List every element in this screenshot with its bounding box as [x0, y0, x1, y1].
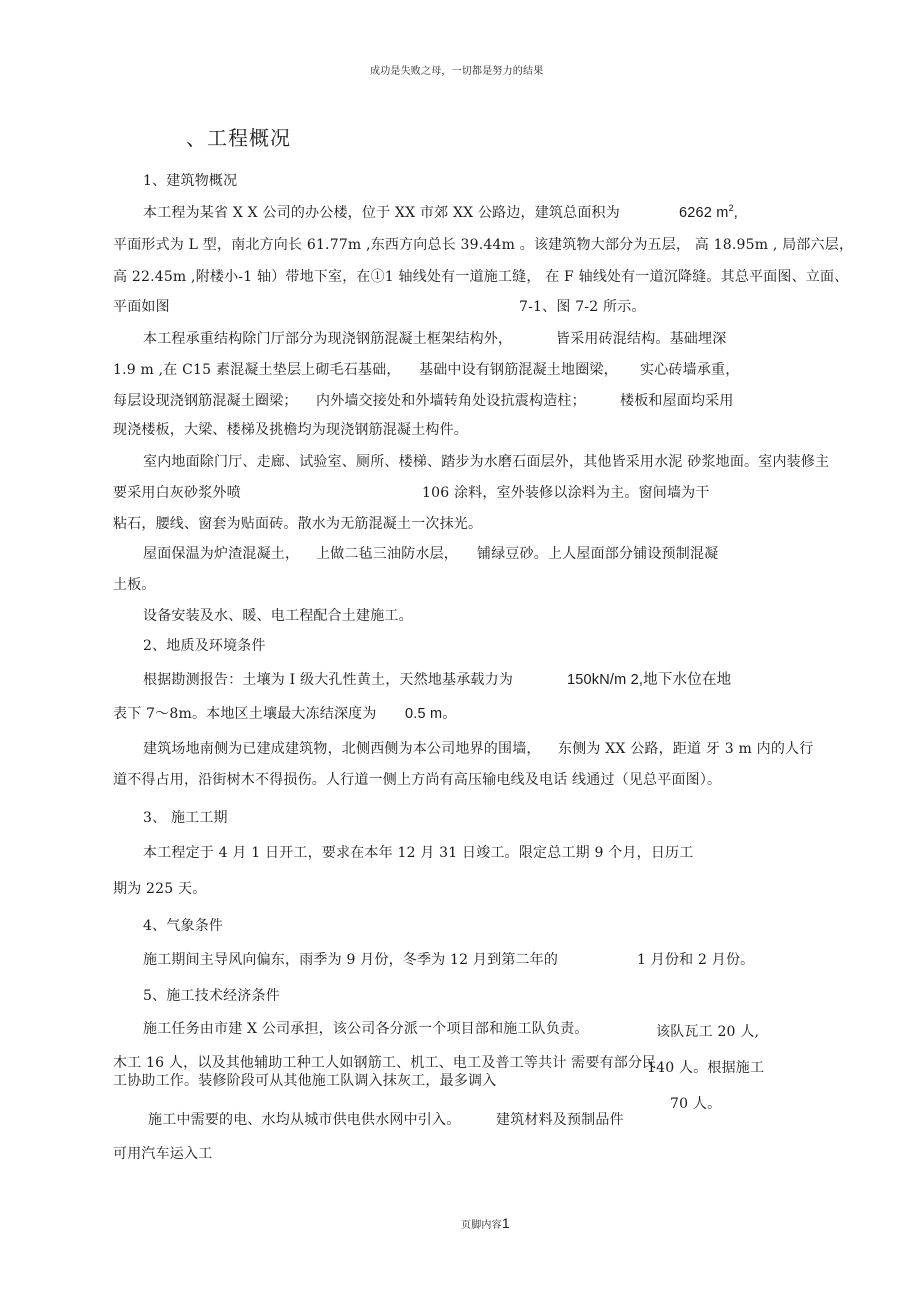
- s1-line-2: 平面形式为 L 型，南北方向长 61.77m ,东西方向总长 39.44m 。该建筑物大部分为五层， 高 18.95m , 局部六层，: [113, 237, 854, 253]
- s2-line-1a: 根据勘测报告：土壤为 I 级大孔性黄土，天然地基承载力为: [143, 672, 514, 688]
- section-4-heading: 4、气象条件: [143, 918, 224, 934]
- s1-line-6a: 1.9 m ,在 C15 素混凝土垫层上砌毛石基础，: [113, 362, 401, 378]
- page-number: 1: [501, 1215, 510, 1231]
- s2-line-3a: 建筑场地南侧为已建成建筑物，北侧西侧为本公司地界的围墙，: [143, 741, 541, 757]
- s1-line-12b: 上做二毡三油防水层，: [316, 546, 458, 562]
- section-3-heading: 3、 施工工期: [143, 810, 228, 826]
- s1-line-12a: 屋面保温为炉渣混凝土，: [143, 546, 300, 562]
- s5-line-5: 可用汽车运入工: [113, 1146, 213, 1162]
- s1-line-5a: 本工程承重结构除门厅部分为现浇钢筋混凝土框架结构外，: [143, 331, 513, 347]
- s3-line-1: 本工程定于 4 月 1 日开工，要求在本年 12 月 31 日竣工。限定总工期 9 个月，日历工: [143, 845, 694, 861]
- s1-line-1a: 本工程为某省 X X 公司的办公楼，位于 XX 市郊 XX 公路边，建筑总面积为: [143, 205, 620, 221]
- section-5-heading: 5、施工技术经济条件: [143, 988, 280, 1004]
- s2-line-4: 道不得占用，沿街树木不得损伤。人行道一侧上方尚有高压输电线及电话 线通过（见总平面图）。: [113, 772, 722, 788]
- s5-line-4a: 施工中需要的电、水均从城市供电供水网中引入。: [148, 1112, 461, 1128]
- s2-line-2b: 0.5 m。: [405, 706, 457, 722]
- s5-line-1b: 该队瓦工 20 人,: [656, 1024, 760, 1040]
- s5-line-1a: 施工任务由市建 X 公司承担，该公司各分派一个项目部和施工队负责。: [143, 1021, 589, 1037]
- header-motto: 成功是失败之母，一切都是努力的结果: [370, 66, 544, 77]
- s2-line-2a: 表下 7～8m。本地区土壤最大冻结深度为: [113, 706, 377, 722]
- s5-line-2a: 木工 16 人，以及其他辅助工种工人如钢筋工、机工、电工及普工等共计 需要有部分民: [113, 1055, 657, 1071]
- s2-line-3b: 东侧为 XX 公路，距道 牙 3 m 内的人行: [558, 741, 814, 757]
- s1-line-7a: 每层设现浇钢筋混凝土圈梁；: [113, 393, 298, 409]
- s5-line-4b: 建筑材料及预制品件: [496, 1112, 624, 1128]
- s1-line-13: 土板。: [113, 577, 156, 593]
- s5-line-2b: 140 人。根据施工: [647, 1060, 765, 1076]
- s1-area-number: 6262 m: [679, 205, 729, 221]
- s1-line-8: 现浇楼板，大梁、楼梯及挑檐均为现浇钢筋混凝土构件。: [113, 422, 468, 438]
- s3-line-2: 期为 225 天。: [113, 881, 207, 897]
- s1-line-12c: 铺绿豆砂。上人屋面部分铺设预制混凝: [477, 546, 719, 562]
- s1-line-6b: 基础中设有钢筋混凝土地圈梁，: [419, 362, 618, 378]
- s1-line-5b: 皆采用砖混结构。基础埋深: [556, 331, 727, 347]
- s5-line-3a: 工协助工作。装修阶段可从其他施工队调入抹灰工，最多调入: [113, 1073, 497, 1089]
- s1-line-11: 粘石，腰线、窗套为贴面砖。散水为无筋混凝土一次抹光。: [113, 516, 483, 532]
- s1-area-sup: 2: [728, 203, 734, 214]
- s1-line-10a: 要采用白灰砂浆外喷: [113, 485, 241, 501]
- s1-area-value: [679, 204, 738, 222]
- s4-line-1b: 1 月份和 2 月份。: [637, 952, 755, 968]
- s2-line-1b: 150kN/m 2,地下水位在地: [567, 672, 732, 688]
- s5-line-3b: 70 人。: [670, 1096, 722, 1112]
- page-title: 、工程概况: [186, 126, 291, 150]
- section-1-heading: 1、建筑物概况: [143, 173, 238, 189]
- s1-line-6c: 实心砖墙承重，: [640, 362, 740, 378]
- s4-line-1a: 施工期间主导风向偏东，雨季为 9 月份，冬季为 12 月到第二年的: [143, 952, 559, 968]
- s1-line-4b: 7-1、图 7-2 所示。: [519, 299, 646, 315]
- s1-line-7b: 内外墙交接处和外墙转角处设抗震构造柱；: [316, 393, 586, 409]
- s1-line-10b: 106 涂料，室外装修以涂料为主。窗间墙为干: [422, 485, 710, 501]
- page-footer: [461, 1214, 510, 1233]
- footer-label: 页脚内容: [461, 1220, 502, 1231]
- s1-line-9: 室内地面除门厅、走廊、试验室、厕所、楼梯、踏步为水磨石面层外，其他皆采用水泥 砂浆地面。室内装修主: [143, 454, 830, 470]
- s1-line-7c: 楼板和屋面均采用: [620, 393, 734, 409]
- s1-line-4a: 平面如图: [113, 299, 170, 315]
- s1-area-end: ,: [733, 205, 739, 221]
- s1-line-3: 高 22.45m ,附楼小-1 轴）带地下室，在①1 轴线处有一道施工缝， 在 F 轴线处有一道沉降缝。其总平面图、立面、: [113, 269, 849, 285]
- section-2-heading: 2、地质及环境条件: [143, 638, 266, 654]
- s1-line-14: 设备安装及水、暖、电工程配合土建施工。: [143, 608, 413, 624]
